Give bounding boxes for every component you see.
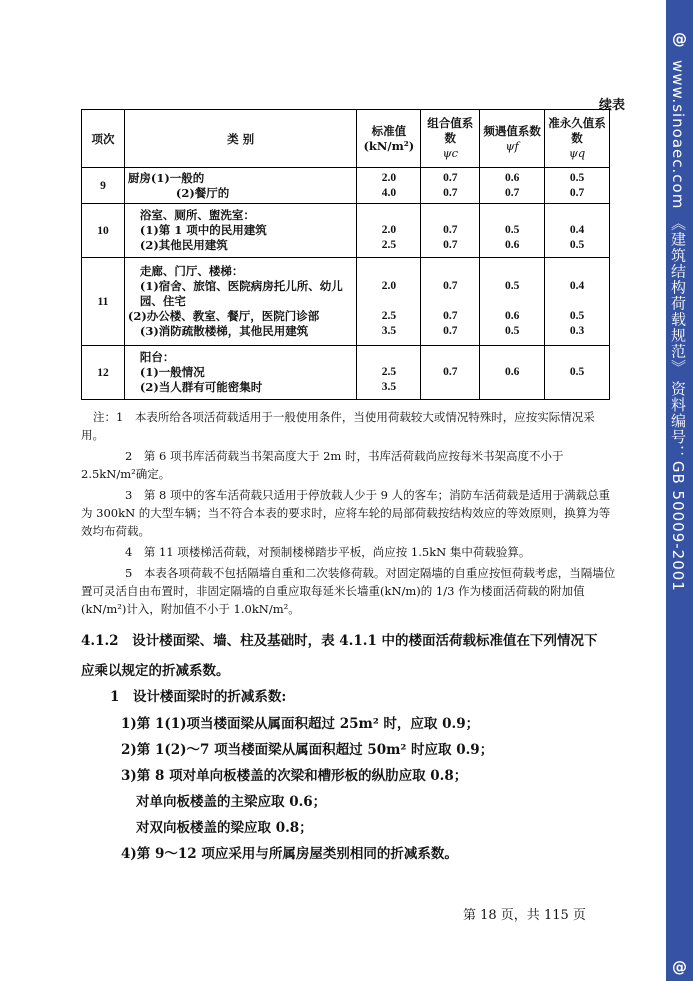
header-freq: 频遇值系数 ψf [480,110,545,168]
row-freq: 0.6 [480,346,545,400]
page-indicator: 第 18 页，共 115 页 [463,908,586,923]
note-2: 2 第 6 项书库活荷载当书架高度大于 2m 时，书库活荷载尚应按每米书架高度不小于 2.5kN/m²确定。 [81,449,564,481]
clause-4-1-2-line1: 4.1.2 设计楼面梁、墙、柱及基础时，表 4.1.1 中的楼面活荷载标准值在下列情况下 [81,633,598,649]
row-comb: 0.7 0.7 0.7 [421,258,480,346]
side-vertical-text: www.sinoaec.com 《建筑结构荷载规范》 资料编号：GB 50009-2001 [669,60,687,592]
side-at-top: @ [672,30,687,48]
table-header-row [82,110,610,168]
row-freq: 0.5 0.6 0.5 [480,258,545,346]
row-freq: 0.6 0.7 [480,168,545,204]
row-no: 11 [82,258,125,346]
row-category: 走廊、门厅、楼梯： (1)宿舍、旅馆、医院病房托儿所、幼儿园、住宅 (2)办公楼、教室、餐厅，医院门诊部 (3)消防疏散楼梯，其他民用建筑 [124,258,356,346]
row-no: 12 [82,346,125,400]
row-comb: 0.7 [421,346,480,400]
row-quasi: 0.4 0.5 0.3 [545,258,610,346]
row-std: 2.0 2.5 3.5 [357,258,421,346]
row-quasi: 0.5 [545,346,610,400]
row-category: 浴室、厕所、盥洗室： (1)第 1 项中的民用建筑 (2)其他民用建筑 [124,204,356,258]
table-row [82,346,610,400]
sub-item-4: 4)第 9～12 项应采用与所属房屋类别相同的折减系数。 [121,846,458,862]
row-no: 9 [82,168,125,204]
row-std: 2.0 2.5 [357,204,421,258]
clause-4-1-2-line2: 应乘以规定的折减系数。 [81,663,230,679]
sub-item-1: 1)第 1(1)项当楼面梁从属面积超过 25m² 时，应取 0.9； [121,716,480,732]
row-comb: 0.7 0.7 [421,168,480,204]
live-load-table [81,109,610,400]
row-comb: 0.7 0.7 [421,204,480,258]
header-std: 标准值 (kN/m²) [357,110,421,168]
row-category: 阳台： (1)一般情况 (2)当人群有可能密集时 [124,346,356,400]
sub-item-2: 2)第 1(2)～7 项当楼面梁从属面积超过 50m² 时应取 0.9； [121,742,494,758]
sub-item-3b: 对单向板楼盖的主梁应取 0.6； [136,794,327,810]
note-4: 4 第 11 项楼梯活荷载，对预制楼梯踏步平板，尚应按 1.5kN 集中荷载验算。 [125,545,531,559]
row-quasi: 0.5 0.7 [545,168,610,204]
header-quasi: 准永久值系数 ψq [545,110,610,168]
note-5: 5 本表各项荷载不包括隔墙自重和二次装修荷载。对固定隔墙的自重应按恒荷载考虑，当隔墙位置可灵活自由布置时，非固定隔墙的自重应取每延米长墙重(kN/m)的 1/3 作为楼面活荷载的附加值(kN/m²)计入，附加值不小于 1.0kN/m²。 [81,566,616,616]
row-freq: 0.5 0.6 [480,204,545,258]
note-3: 3 第 8 项中的客车活荷载只适用于停放载人少于 9 人的客车；消防车活荷载是适用于满载总重为 300kN 的大型车辆；当不符合本表的要求时，应将车轮的局部荷载按结构效应的等效原则，换算为等效均布荷载。 [81,488,611,538]
row-no: 10 [82,204,125,258]
item-1: 1 设计楼面梁时的折减系数: [110,689,287,705]
row-quasi: 0.4 0.5 [545,204,610,258]
table-row [82,168,610,204]
header-no: 项次 [82,110,125,168]
note-1: 注：1 本表所给各项活荷载适用于一般使用条件，当使用荷载较大或情况特殊时，应按实际情况采用。 [81,410,595,442]
table-row [82,204,610,258]
table-notes [81,408,617,618]
header-category: 类 别 [124,110,356,168]
table-row [82,258,610,346]
table-continued-label: 续表 [599,98,626,113]
row-std: 2.5 3.5 [357,346,421,400]
sub-item-3c: 对双向板楼盖的梁应取 0.8； [136,820,313,836]
row-category: 厨房(1)一般的 (2)餐厅的 [124,168,356,204]
row-std: 2.0 4.0 [357,168,421,204]
side-at-bottom: @ [672,958,687,976]
header-comb: 组合值系数 ψc [421,110,480,168]
sub-item-3: 3)第 8 项对单向板楼盖的次梁和槽形板的纵肋应取 0.8； [121,768,468,784]
